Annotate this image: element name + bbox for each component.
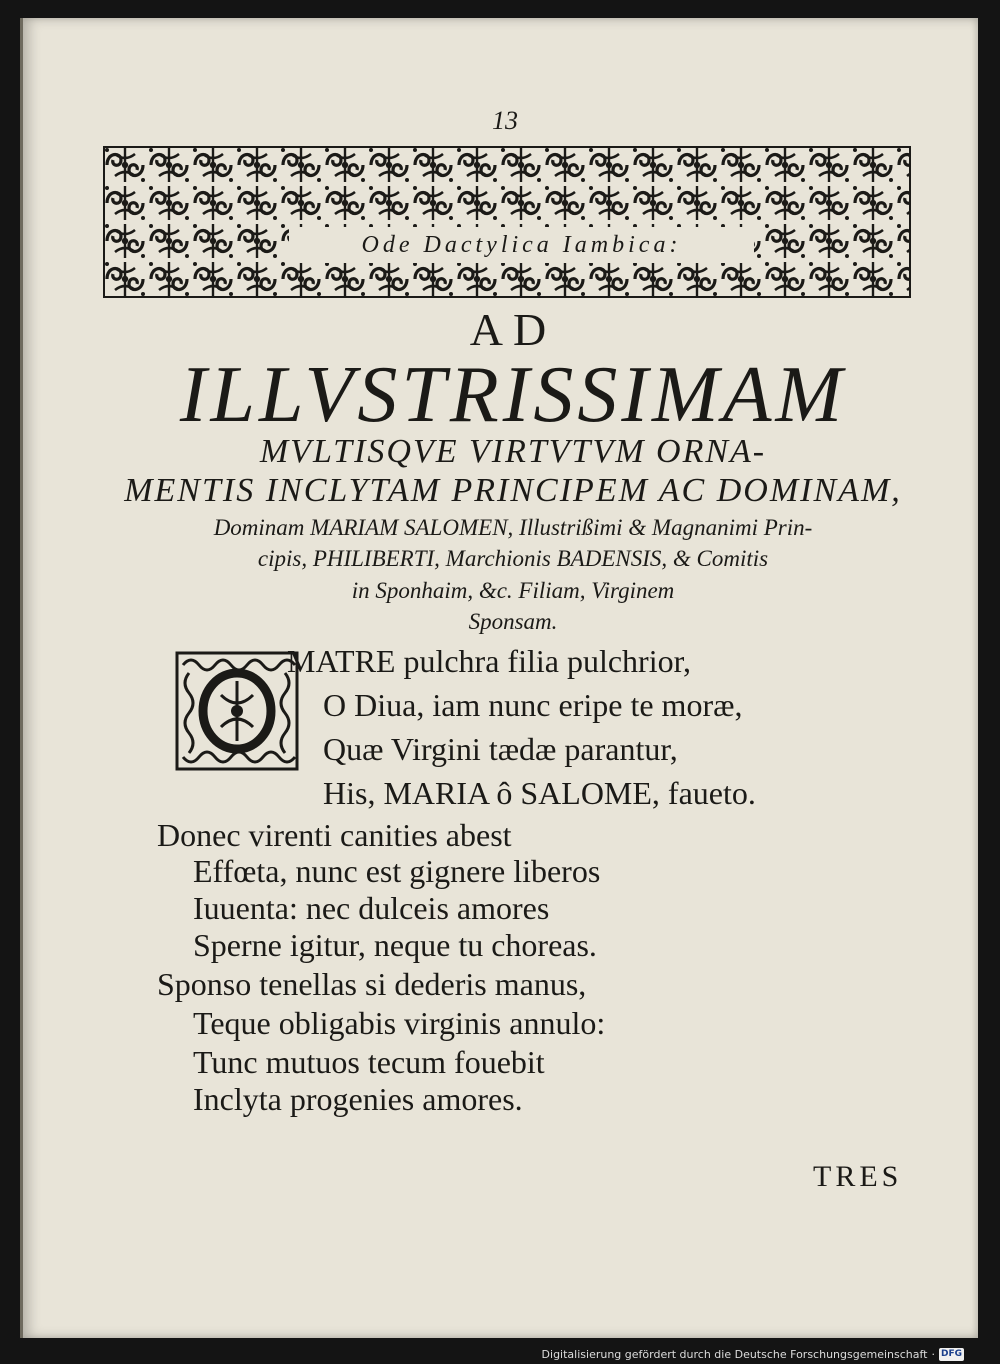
verse-line-3: Quæ Virgini tædæ parantur, — [323, 731, 678, 767]
heading-subline-2: cipis, PHILIBERTI, Marchionis BADENSIS, & Comitis — [257, 546, 769, 571]
ornamental-headpiece — [103, 146, 911, 298]
heading-subline-4: Sponsam. — [468, 609, 558, 634]
verse-line-11: Tunc mutuos tecum fouebit — [193, 1044, 545, 1080]
verse-line-1: MATRE pulchra filia pulchrior, — [287, 643, 691, 679]
separator-dot: · — [931, 1347, 935, 1361]
heading-subline-3: in Sponhaim, &c. Filiam, Virginem — [351, 578, 675, 603]
verse-line-10: Teque obligabis virginis annulo: — [193, 1005, 606, 1041]
credit-text: Digitalisierung gefördert durch die Deutsche Forschungsgemeinschaft — [541, 1347, 928, 1361]
catchword: TRES — [813, 1160, 903, 1193]
verse-line-8: Sperne igitur, neque tu choreas. — [193, 927, 597, 963]
page-number: 13 — [492, 106, 518, 135]
heading-ad: AD — [469, 304, 557, 355]
heading-line-2: MENTIS INCLYTAM PRINCIPEM AC DOMINAM, — [124, 472, 902, 509]
heading-line-1: MVLTISQVE VIRTVTVM ORNA- — [259, 433, 767, 470]
verse-line-7: Iuuenta: nec dulceis amores — [193, 890, 550, 926]
ode-title-banner: Ode Dactylica Iambica: — [289, 227, 754, 263]
verse-line-2: O Diua, iam nunc eripe te moræ, — [323, 687, 743, 723]
heading-subline-1: Dominam MARIAM SALOMEN, Illustrißimi & Magnanimi Prin- — [213, 515, 813, 540]
dfg-logo: DFG — [940, 1348, 962, 1359]
book-page — [20, 18, 978, 1338]
heading-main-title: ILLVSTRISSIMAM — [179, 351, 847, 439]
decorated-initial-o — [175, 651, 299, 771]
verse-line-6: Effœta, nunc est gignere liberos — [193, 853, 601, 889]
verse-line-12: Inclyta progenies amores. — [193, 1081, 523, 1117]
verse-line-9: Sponso tenellas si dederis manus, — [157, 966, 587, 1002]
verse-line-5: Donec virenti canities abest — [157, 817, 512, 853]
verse-line-4: His, MARIA ô SALOME, faueto. — [323, 775, 756, 811]
digitization-credit — [542, 1346, 964, 1362]
